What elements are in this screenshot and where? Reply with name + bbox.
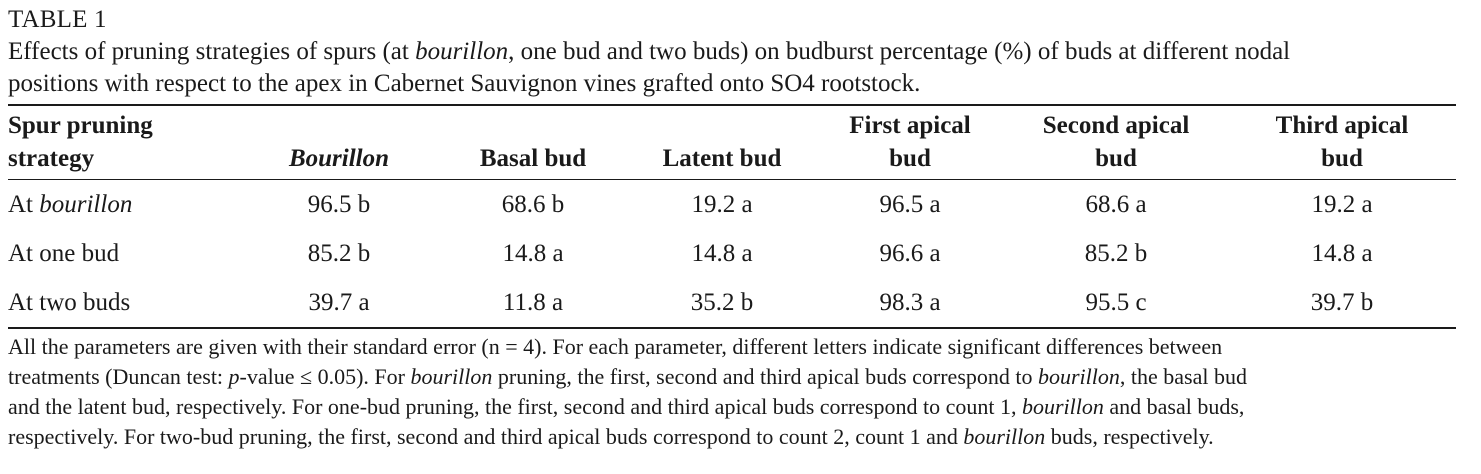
table-figure	[8, 0, 1456, 452]
column-header-first-apical-bud: First apical bud	[849, 112, 971, 172]
caption-line-1	[8, 36, 1456, 68]
table-cell: 95.5 c	[1085, 288, 1147, 316]
table-cell: 39.7 b	[1310, 288, 1374, 316]
data-table	[8, 106, 1456, 179]
column-header-second-apical-bud: Second apical bud	[1042, 112, 1190, 172]
table-row	[8, 278, 1456, 327]
table-label: TABLE 1	[8, 6, 107, 33]
header-row	[8, 106, 1456, 179]
caption-line-2: positions with respect to the apex in Cabernet Sauvignon vines grafted onto SO4 rootstock.	[8, 70, 921, 97]
table-cell: 11.8 a	[502, 288, 564, 316]
row-label: At one bud	[8, 239, 120, 267]
table-cell: 96.6 a	[879, 239, 941, 267]
column-header-bourillon: Bourillon	[288, 145, 390, 172]
table-cell: 68.6 a	[1085, 190, 1147, 218]
table-cell: 85.2 b	[307, 239, 371, 267]
table-cell: 96.5 a	[879, 190, 941, 218]
table-cell: 14.8 a	[1311, 239, 1373, 267]
caption-text: , one bud and two buds) on budburst percentage (%) of buds at different nodal	[508, 38, 1291, 65]
footnote-line-4: respectively. For two-bud pruning, the first, second and third apical buds correspond to count 2, count 1 and bourillon buds, respectively.	[8, 424, 1214, 449]
table-cell: 35.2 b	[690, 288, 754, 316]
table-cell: 19.2 a	[691, 190, 753, 218]
table-row	[8, 180, 1456, 229]
bottom-rule	[8, 327, 1456, 329]
table-row	[8, 229, 1456, 278]
column-header-strategy: Spur pruning strategy	[8, 112, 153, 172]
table-cell: 85.2 b	[1084, 239, 1148, 267]
caption-text: Effects of pruning strategies of spurs (at	[8, 38, 416, 65]
column-header-third-apical-bud: Third apical bud	[1275, 112, 1409, 172]
table-cell: 14.8 a	[691, 239, 753, 267]
footnote-line-3: and the latent bud, respectively. For one-bud pruning, the first, second and third apical buds correspond to count 1, bourillon and basal buds,	[8, 394, 1245, 419]
footnote-line-1: All the parameters are given with their standard error (n = 4). For each parameter, different letters indicate significant differences between	[8, 334, 1223, 359]
footnote-line-2: treatments (Duncan test: p-value ≤ 0.05). For bourillon pruning, the first, second and third apical buds correspond to bourillon, the basal bud	[8, 364, 1247, 389]
table-caption	[8, 36, 1456, 100]
column-header-latent-bud: Latent bud	[662, 145, 782, 172]
table-footnote	[8, 332, 1456, 452]
data-table-body	[8, 180, 1456, 327]
row-label: At bourillon	[8, 190, 133, 218]
table-cell: 68.6 b	[501, 190, 565, 218]
caption-italic-term: bourillon	[415, 38, 509, 65]
table-cell: 19.2 a	[1311, 190, 1373, 218]
table-cell: 98.3 a	[879, 288, 941, 316]
table-cell: 39.7 a	[308, 288, 370, 316]
row-label: At two buds	[8, 288, 131, 316]
table-cell: 14.8 a	[502, 239, 564, 267]
column-header-basal-bud: Basal bud	[479, 145, 587, 172]
table-cell: 96.5 b	[307, 190, 371, 218]
